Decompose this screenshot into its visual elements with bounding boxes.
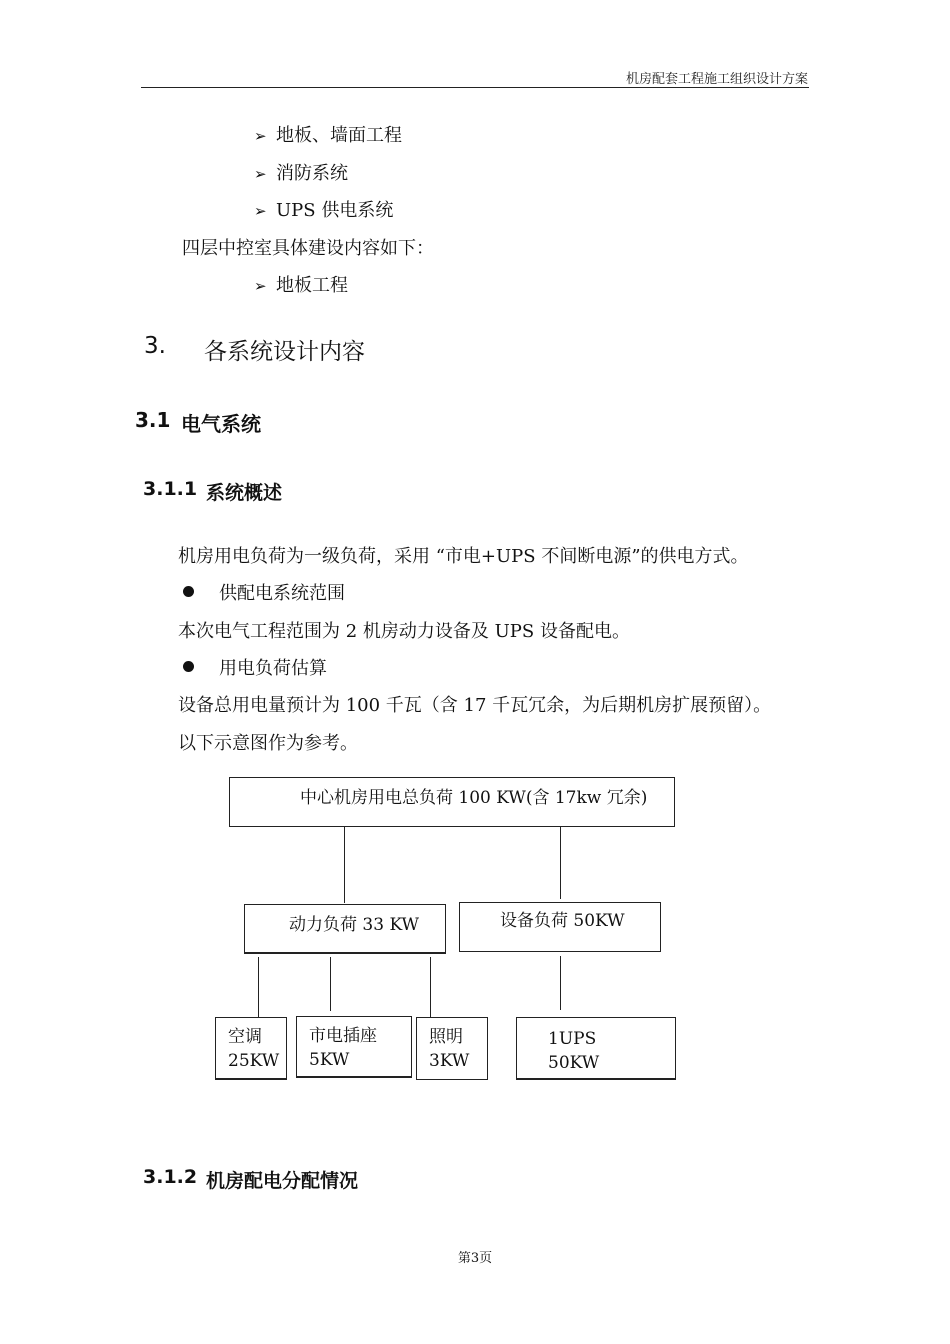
paragraph: 机房用电负荷为一级负荷，采用 “市电+UPS 不间断电源”的供电方式。 [178,546,749,567]
diagram-leaf-box: 市电插座 5KW [296,1016,412,1078]
arrow-bullet-icon: ➢ [254,277,267,295]
diagram-leaf-box: 空调 25KW [215,1017,287,1080]
arrow-bullet-icon: ➢ [254,127,267,145]
connector-line [560,827,561,899]
running-header: 机房配套工程施工组织设计方案 [625,72,808,87]
diagram-leaf-box: 1UPS 50KW [516,1017,676,1080]
diagram-equipment-box: 设备负荷 50KW [459,902,661,952]
dot-bullet-icon [183,586,194,597]
connector-line [344,827,345,903]
diagram-power-box: 动力负荷 33 KW [244,904,446,954]
section-3-1-2-title: 机房配电分配情况 [206,1170,359,1192]
dot-bullet-icon [183,661,194,672]
section-3-1-title: 电气系统 [181,412,261,436]
connector-line [330,957,331,1011]
section-3-title: 各系统设计内容 [204,339,365,365]
arrow-bullet-icon: ➢ [254,165,267,183]
dot-list-item: 用电负荷估算 [183,654,327,680]
connector-line [560,956,561,1010]
floor4-intro: 四层中控室具体建设内容如下： [182,238,434,259]
header-rule [141,87,809,88]
connector-line [258,957,259,1017]
arrow-bullet-icon: ➢ [254,202,267,220]
connector-line [430,957,431,1017]
list-item: ➢ 地板、墙面工程 [254,125,402,146]
page-number: 第3页 [457,1251,493,1266]
section-3-1-1-number: 3.1.1 [143,478,198,500]
diagram-root-box: 中心机房用电总负荷 100 KW(含 17kw 冗余) [229,777,675,827]
list-item: ➢ 地板工程 [254,275,348,296]
section-3-number: 3. [144,333,166,359]
list-item: ➢ UPS 供电系统 [254,200,394,221]
paragraph: 设备总用电量预计为 100 千瓦（含 17 千瓦冗余，为后期机房扩展预留）。 [178,695,772,716]
paragraph: 以下示意图作为参考。 [178,733,358,754]
diagram-leaf-box: 照明 3KW [416,1017,488,1080]
section-3-1-2-number: 3.1.2 [143,1166,198,1188]
dot-list-item: 供配电系统范围 [183,579,345,605]
section-3-1-number: 3.1 [135,408,171,432]
section-3-1-1-title: 系统概述 [206,482,283,504]
list-item: ➢ 消防系统 [254,163,348,184]
paragraph: 本次电气工程范围为 2 机房动力设备及 UPS 设备配电。 [178,621,630,642]
